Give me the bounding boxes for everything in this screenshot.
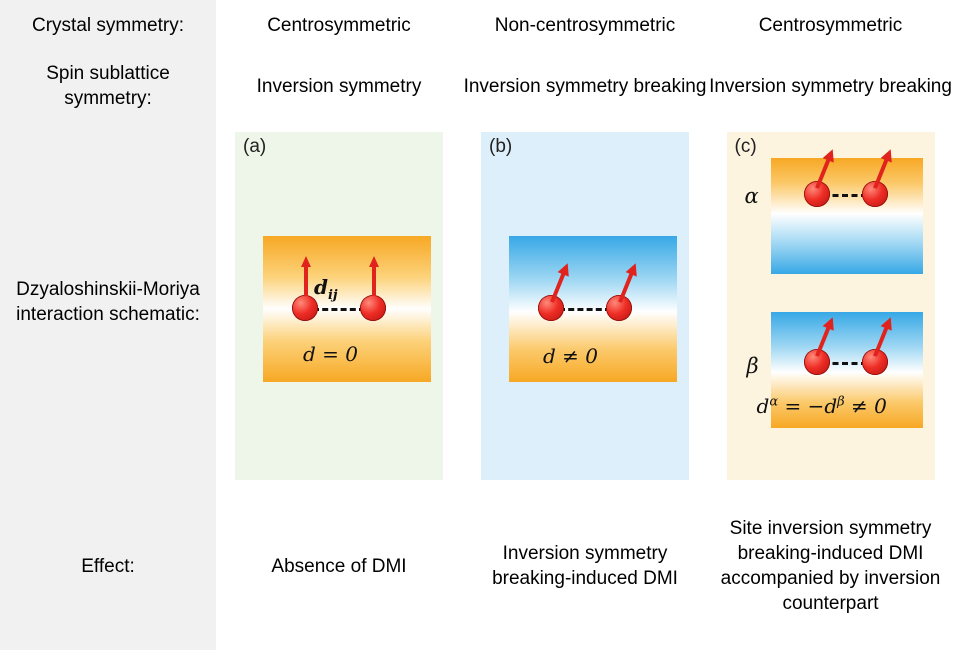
panel-a-label: (a) (243, 136, 267, 157)
panel-c-label: (c) (734, 136, 757, 157)
panel-a-d-value: d = 0 (303, 342, 358, 366)
table-row-spin-sublattice-symmetry (0, 50, 953, 122)
cell-effect-c: Site inversion symmetry breaking-induced DMI accompanied by inversion counterpart (708, 482, 953, 650)
panel-a-atom-right (360, 295, 386, 321)
panel-c (727, 132, 935, 480)
table-row-dmi-schematic (0, 122, 953, 482)
panel-b-bond (559, 308, 611, 311)
panel-a (235, 132, 443, 480)
cell-effect-b: Inversion symmetry breaking-induced DMI (462, 482, 708, 650)
cell-schematic-a (216, 122, 462, 482)
panel-c-d-value: $d^\alpha = -d^\beta \ne 0$ (756, 394, 887, 418)
cell-crystal-symmetry-c: Centrosymmetric (708, 0, 953, 50)
panel-a-spin-arrow-left (301, 256, 310, 296)
panel-a-bond (313, 308, 365, 311)
panel-c-alpha-label: α (744, 184, 759, 208)
row-header-effect: Effect: (0, 482, 216, 650)
panel-a-spin-arrow-right (369, 256, 378, 296)
cell-spin-symmetry-b: Inversion symmetry breaking (462, 50, 708, 122)
panel-c-alpha-gradient-box (771, 158, 923, 274)
table-row-effect (0, 482, 953, 650)
cell-effect-a: Absence of DMI (216, 482, 462, 650)
panel-c-beta-label: β (746, 354, 759, 378)
panel-a-dij-label: $d_{ij}$ (314, 275, 338, 303)
cell-schematic-b (462, 122, 708, 482)
row-header-spin-sublattice-symmetry: Spin sublattice symmetry: (0, 50, 216, 122)
panel-b (481, 132, 689, 480)
panel-b-label: (b) (489, 136, 513, 157)
table-row-crystal-symmetry (0, 0, 953, 50)
cell-spin-symmetry-c: Inversion symmetry breaking (708, 50, 953, 122)
panel-b-d-value: d ≠ 0 (543, 344, 598, 368)
cell-schematic-c (708, 122, 953, 482)
row-header-dmi-schematic: Dzyaloshinskii-Moriya interaction schematic: (0, 122, 216, 482)
cell-spin-symmetry-a: Inversion symmetry (216, 50, 462, 122)
cell-crystal-symmetry-a: Centrosymmetric (216, 0, 462, 50)
row-header-crystal-symmetry: Crystal symmetry: (0, 0, 216, 50)
cell-crystal-symmetry-b: Non-centrosymmetric (462, 0, 708, 50)
